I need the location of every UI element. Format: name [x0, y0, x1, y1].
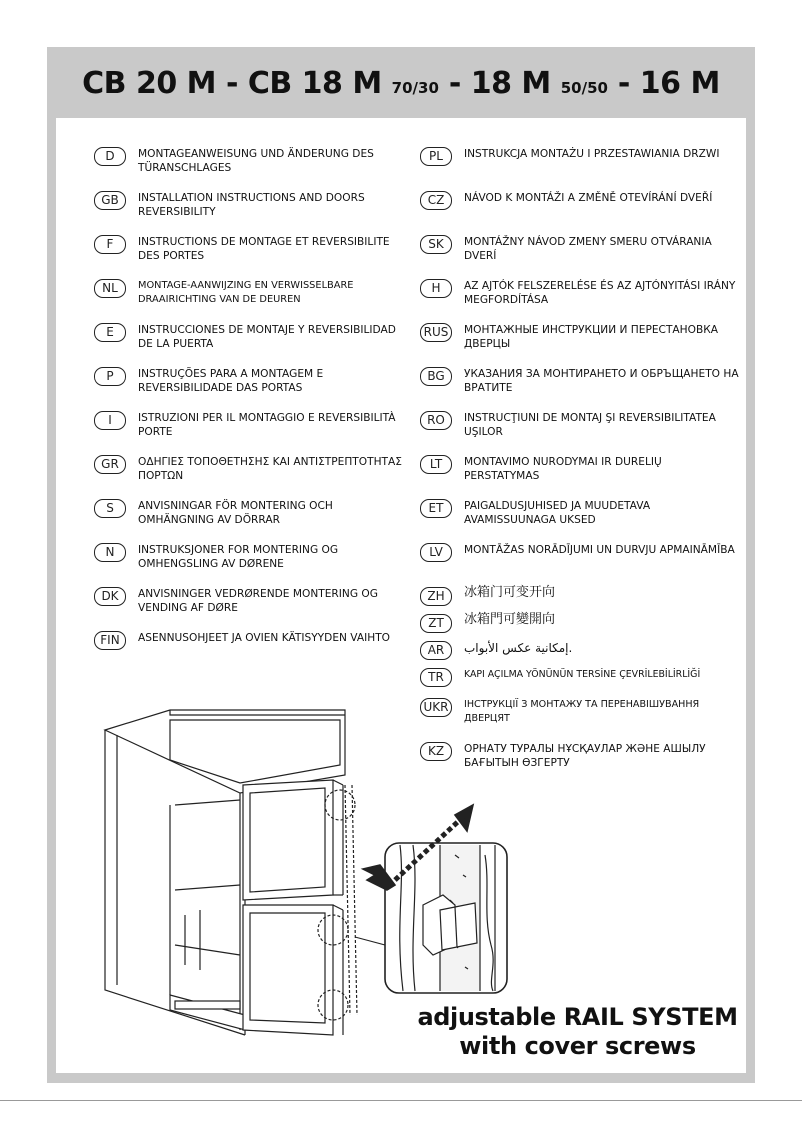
language-entry	[420, 277, 740, 321]
slogan-line-2: with cover screws	[459, 1032, 696, 1060]
language-text: INSTALLATION INSTRUCTIONS AND DOORS REVERSIBILITY	[138, 192, 365, 218]
language-text: ANVISNINGAR FÖR MONTERING OCH OMHÄNGNING AV DÖRRAR	[138, 500, 333, 526]
language-entry	[420, 585, 740, 612]
language-text: MONTAGE-AANWIJZING EN VERWISSELBARE DRAAIRICHTING VAN DE DEUREN	[138, 280, 354, 305]
language-text: 冰箱門可變開向	[464, 612, 556, 627]
language-code-badge: RUS	[420, 323, 452, 342]
language-entry	[420, 453, 740, 497]
page-title	[56, 56, 746, 112]
language-code-badge: S	[94, 499, 126, 518]
language-code-badge: BG	[420, 367, 452, 386]
language-entry	[420, 409, 740, 453]
language-text: ІНСТРУКЦІЇ З МОНТАЖУ ТА ПЕРЕНАВІШУВАННЯ ДВЕРЦЯТ	[464, 699, 700, 724]
title-part-2: - 18 M	[438, 66, 561, 101]
language-code-badge: GB	[94, 191, 126, 210]
title-part-3: - 16 M	[607, 66, 720, 101]
language-text: INSTRUCŢIUNI DE MONTAJ ŞI REVERSIBILITATEA UŞILOR	[464, 412, 716, 438]
language-entry	[420, 321, 740, 365]
language-entry	[94, 189, 404, 233]
language-text: PAIGALDUSJUHISED JA MUUDETAVA AVAMISSUUNAGA UKSED	[464, 500, 651, 526]
language-entry	[94, 365, 404, 409]
language-entry	[94, 497, 404, 541]
language-code-badge: ET	[420, 499, 452, 518]
rail-detail-inset	[385, 843, 507, 993]
title-part-1: CB 20 M - CB 18 M	[82, 66, 392, 101]
language-entry	[420, 612, 740, 639]
language-entry	[420, 666, 740, 696]
language-entry	[94, 321, 404, 365]
page-divider	[0, 1100, 802, 1101]
language-text: MONTAVIMO NURODYMAI IR DURELIŲ PERSTATYMAS	[464, 456, 662, 482]
language-list-right	[420, 145, 740, 784]
language-text: УКАЗАНИЯ ЗА МОНТИРАНЕТО И ОБРЪЩАНЕТО НА ВРАТИТЕ	[464, 368, 739, 394]
language-entry	[420, 639, 740, 666]
language-entry	[94, 453, 404, 497]
language-text: 冰箱门可变开向	[464, 585, 556, 600]
language-code-badge: DK	[94, 587, 126, 606]
slogan	[390, 1003, 765, 1061]
slogan-line-1: adjustable RAIL SYSTEM	[417, 1003, 738, 1031]
language-text: МОНТАЖНЫЕ ИНСТРУКЦИИ И ПЕРЕСТАНОВКА ДВЕРЦЫ	[464, 324, 719, 350]
language-code-badge: ZH	[420, 587, 452, 606]
language-text: ANVISNINGER VEDRØRENDE MONTERING OG VENDING AF DØRE	[138, 588, 378, 614]
language-entry	[420, 145, 740, 189]
language-text: INSTRUCCIONES DE MONTAJE Y REVERSIBILIDAD DE LA PUERTA	[138, 324, 396, 350]
language-code-badge: LV	[420, 543, 452, 562]
language-code-badge: ZT	[420, 614, 452, 633]
language-text: ΟΔΗΓΙΕΣ ΤΟΠΟΘΕΤΗΣΗΣ ΚΑΙ ΑΝΤΙΣΤΡΕΠΤΟΤΗΤΑΣ ΠΟΡΤΩΝ	[138, 456, 402, 482]
language-code-badge: H	[420, 279, 452, 298]
language-list-left	[94, 145, 404, 673]
fridge-rail-illustration	[95, 705, 515, 1040]
language-entry	[94, 277, 404, 321]
language-text: ОРНАТУ ТУРАЛЫ НҰСҚАУЛАР ЖӘНЕ АШЫЛУ БАҒЫТЫН ӨЗГЕРТУ	[464, 743, 706, 769]
language-code-badge: E	[94, 323, 126, 342]
language-entry	[420, 365, 740, 409]
language-code-badge: RO	[420, 411, 452, 430]
language-code-badge: N	[94, 543, 126, 562]
title-ratio-2: 50/50	[560, 79, 608, 97]
language-text: MONTĀŽAS NORĀDĪJUMI UN DURVJU APMAINĀMĪBA	[464, 544, 735, 556]
language-code-badge: CZ	[420, 191, 452, 210]
language-code-badge: NL	[94, 279, 126, 298]
language-entry	[94, 629, 404, 673]
language-text: INSTRUCTIONS DE MONTAGE ET REVERSIBILITE DES PORTES	[138, 236, 390, 262]
language-entry	[420, 189, 740, 233]
language-code-badge: I	[94, 411, 126, 430]
language-entry	[420, 541, 740, 585]
language-code-badge: SK	[420, 235, 452, 254]
language-code-badge: KZ	[420, 742, 452, 761]
language-text: ASENNUSOHJEET JA OVIEN KÄTISYYDEN VAIHTO	[138, 632, 391, 644]
language-entry	[94, 145, 404, 189]
language-text: NÁVOD K MONTÁŽI A ZMĚNĚ OTEVÍRÁNÍ DVEŘÍ	[464, 192, 713, 204]
language-text: ISTRUZIONI PER IL MONTAGGIO E REVERSIBILITÀ PORTE	[138, 412, 396, 438]
language-entry	[420, 497, 740, 541]
language-text: KAPI AÇILMA YÖNÜNÜN TERSİNE ÇEVRİLEBİLİRLİĞİ	[464, 669, 701, 680]
language-entry	[94, 541, 404, 585]
upper-door	[243, 780, 343, 900]
language-text: MONTÁŽNY NÁVOD ZMENY SMERU OTVÁRANIA DVERÍ	[464, 236, 712, 262]
language-code-badge: P	[94, 367, 126, 386]
lower-door	[243, 905, 343, 1035]
language-code-badge: GR	[94, 455, 126, 474]
language-code-badge: D	[94, 147, 126, 166]
language-code-badge: LT	[420, 455, 452, 474]
language-text: AZ AJTÓK FELSZERELÉSE ÉS AZ AJTÓNYITÁSI IRÁNY MEGFORDÍTÁSA	[464, 280, 736, 306]
language-entry	[94, 585, 404, 629]
language-code-badge: F	[94, 235, 126, 254]
language-text: إمكانية عكس الأبواب.	[464, 641, 573, 655]
language-entry	[420, 233, 740, 277]
language-code-badge: AR	[420, 641, 452, 660]
language-entry	[94, 233, 404, 277]
language-code-badge: PL	[420, 147, 452, 166]
language-text: INSTRUKSJONER FOR MONTERING OG OMHENGSLING AV DØRENE	[138, 544, 339, 570]
language-code-badge: TR	[420, 668, 452, 687]
door-rails	[345, 785, 357, 1015]
language-entry	[94, 409, 404, 453]
language-text: INSTRUÇÕES PARA A MONTAGEM E REVERSIBILIDADE DAS PORTAS	[138, 368, 324, 394]
language-text: INSTRUKCJA MONTAŻU I PRZESTAWIANIA DRZWI	[464, 148, 720, 160]
language-code-badge: FIN	[94, 631, 126, 650]
title-ratio-1: 70/30	[391, 79, 439, 97]
language-text: MONTAGEANWEISUNG UND ÄNDERUNG DES TÜRANSCHLAGES	[138, 148, 374, 174]
language-code-badge: UKR	[420, 698, 452, 717]
